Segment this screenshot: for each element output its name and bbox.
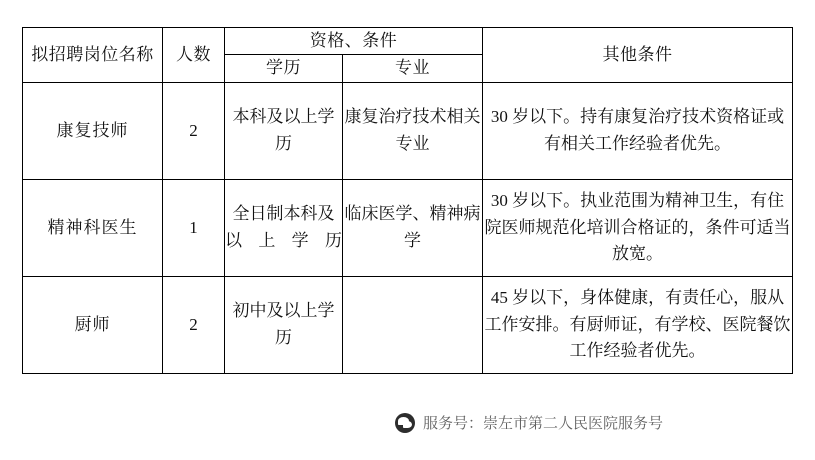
cell-count: 2: [163, 82, 225, 179]
table-body: [23, 82, 793, 373]
cell-major: [343, 276, 483, 373]
table-header: [23, 28, 793, 83]
header-major: 专业: [343, 55, 483, 82]
header-qualification: 资格、条件: [225, 28, 483, 55]
cell-education: 本科及以上学历: [225, 82, 343, 179]
header-education: 学历: [225, 55, 343, 82]
cell-other: 30 岁以下。执业范围为精神卫生，有住院医师规范化培训合格证的，条件可适当放宽。: [483, 179, 793, 276]
cell-count: 2: [163, 276, 225, 373]
cell-post: 厨师: [23, 276, 163, 373]
cell-major: 临床医学、精神病学: [343, 179, 483, 276]
header-count: 人数: [163, 28, 225, 83]
cell-other: 30 岁以下。持有康复治疗技术资格证或有相关工作经验者优先。: [483, 82, 793, 179]
cell-count: 1: [163, 179, 225, 276]
wechat-icon: [395, 413, 415, 433]
header-other: 其他条件: [483, 28, 793, 83]
recruitment-table: [22, 27, 793, 374]
cell-other: 45 岁以下，身体健康，有责任心，服从工作安排。有厨师证，有学校、医院餐饮工作经验者优先。: [483, 276, 793, 373]
table-header-row-1: [23, 28, 793, 55]
cell-major: 康复治疗技术相关专业: [343, 82, 483, 179]
table-row: [23, 276, 793, 373]
table-row: [23, 82, 793, 179]
cell-education: 全日制本科及以上学历: [225, 179, 343, 276]
watermark: [395, 412, 663, 433]
cell-education: 初中及以上学历: [225, 276, 343, 373]
table-row: [23, 179, 793, 276]
cell-post: 康复技师: [23, 82, 163, 179]
watermark-text: 服务号：崇左市第二人民医院服务号: [423, 415, 664, 432]
header-post: 拟招聘岗位名称: [23, 28, 163, 83]
cell-post: 精神科医生: [23, 179, 163, 276]
